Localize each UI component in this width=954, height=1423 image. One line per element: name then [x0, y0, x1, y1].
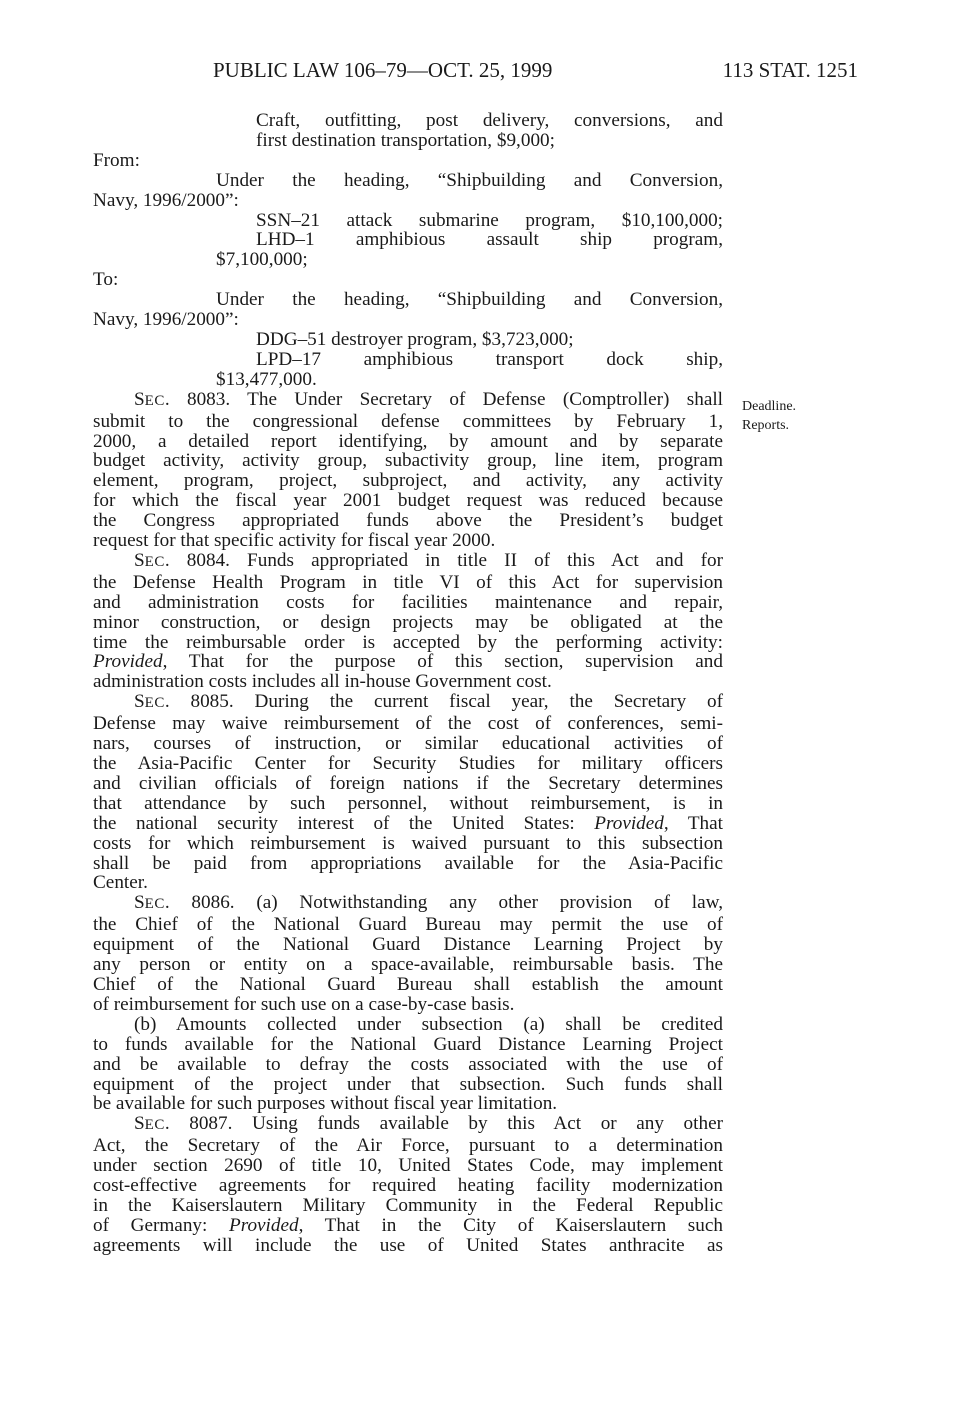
- line-text: any person or entity on a space-available, reimbursable basis. The: [93, 954, 723, 976]
- line-text: submit to the congressional defense committees by February 1,: [93, 410, 723, 432]
- line-text: LHD–1 amphibious assault ship program,: [256, 229, 723, 251]
- line-text: Act, the Secretary of the Air Force, pursuant to a determination: [93, 1135, 723, 1157]
- text-line: [93, 593, 723, 613]
- line-text: request for that specific activity for fiscal year 2000.: [93, 530, 496, 552]
- margin-notes: [742, 397, 796, 435]
- text-line: [93, 330, 723, 350]
- line-text: . 8083. The Under Secretary of Defense (Comptroller) shall: [164, 388, 723, 410]
- line-text: 2000, a detailed report identifying, by amount and by separate: [93, 430, 723, 452]
- line-text-cont: , That in the City of Kaiserslautern such: [298, 1214, 723, 1236]
- text-line: [93, 1094, 723, 1114]
- line-text: and be available to defray the costs associated with the use of: [93, 1053, 723, 1075]
- line-text: equipment of the National Guard Distance Learning Project by: [93, 934, 723, 956]
- text-line: [93, 491, 723, 511]
- text-line: [93, 893, 723, 915]
- line-text: in the Kaiserslautern Military Community in the Federal Republic: [93, 1194, 723, 1216]
- text-line: [93, 734, 723, 754]
- text-line: [93, 250, 723, 270]
- header-stat-page: 113 STAT. 1251: [722, 58, 858, 82]
- text-line: [93, 310, 723, 330]
- section-mark: S: [134, 1113, 145, 1135]
- text-line: [93, 873, 723, 893]
- line-text: agreements will include the use of United States anthracite as: [93, 1234, 723, 1256]
- line-text: , That for the purpose of this section, supervision and: [162, 651, 723, 673]
- section-mark: S: [134, 892, 145, 914]
- line-text: the Asia-Pacific Center for Security Studies for military officers: [93, 753, 723, 774]
- text-line: [93, 370, 723, 390]
- text-line: [93, 754, 723, 774]
- text-line: [93, 955, 723, 975]
- line-text: cost-effective agreements for required heating facility modernization: [93, 1175, 723, 1197]
- section-mark-smallcaps: EC: [144, 896, 165, 913]
- text-line: [93, 1176, 723, 1196]
- line-text: costs for which reimbursement is waived pursuant to this subsection: [93, 832, 723, 854]
- line-text: that attendance by such personnel, without reimbursement, is in: [93, 792, 723, 814]
- text-line: [93, 633, 723, 653]
- line-text: the Chief of the National Guard Bureau may permit the use of: [93, 914, 723, 936]
- text-line: [93, 1236, 723, 1256]
- text-line: [93, 613, 723, 633]
- line-text: $7,100,000;: [216, 249, 308, 271]
- proviso-italic: Provided: [594, 812, 664, 834]
- line-text: From:: [93, 149, 140, 171]
- line-text: the national security interest of the United States:: [93, 812, 595, 834]
- text-line: [93, 451, 723, 471]
- body-text: [93, 111, 723, 1256]
- line-text: . 8086. (a) Notwithstanding any other provision of law,: [164, 892, 723, 914]
- line-text: time the reimbursable order is accepted by the performing activity:: [93, 631, 723, 653]
- line-text: Under the heading, “Shipbuilding and Conversion,: [216, 289, 723, 311]
- text-line: [93, 290, 723, 310]
- text-line: [93, 714, 723, 734]
- text-line: [93, 171, 723, 191]
- section-mark-smallcaps: EC: [144, 1117, 165, 1134]
- line-text: and civilian officials of foreign nations if the Secretary determines: [93, 772, 723, 794]
- line-text: of reimbursement for such use on a case-by-case basis.: [93, 993, 515, 1015]
- line-text: . 8085. During the current fiscal year, the Secretary of: [164, 691, 723, 713]
- text-line: [93, 1114, 723, 1136]
- line-text: under section 2690 of title 10, United States Code, may implement: [93, 1155, 723, 1177]
- line-text: . 8084. Funds appropriated in title II of this Act and for: [164, 549, 723, 571]
- text-line: [93, 774, 723, 794]
- line-text: LPD–17 amphibious transport dock ship,: [256, 348, 723, 370]
- line-text: (b) Amounts collected under subsection (a) shall be credited: [134, 1013, 723, 1035]
- line-text: Navy, 1996/2000”:: [93, 189, 239, 211]
- line-text: be available for such purposes without fiscal year limitation.: [93, 1093, 558, 1115]
- text-line: [93, 111, 723, 131]
- line-text: Chief of the National Guard Bureau shall establish the amount: [93, 973, 723, 995]
- line-text: shall be paid from appropriations available for the Asia-Pacific: [93, 852, 723, 874]
- line-text: SSN–21 attack submarine program, $10,100,000;: [256, 209, 723, 231]
- section-mark: S: [134, 549, 145, 571]
- section-mark-smallcaps: EC: [144, 392, 165, 409]
- text-line: [93, 1156, 723, 1176]
- line-text: nars, courses of instruction, or similar educational activities of: [93, 733, 723, 755]
- text-line: [93, 1015, 723, 1035]
- margin-note-reports: Reports.: [742, 418, 790, 433]
- text-line: [93, 471, 723, 491]
- text-line: [93, 1035, 723, 1055]
- text-line: [93, 270, 723, 290]
- line-text: equipment of the project under that subsection. Such funds shall: [93, 1073, 723, 1095]
- proviso-italic: Provided: [228, 1214, 299, 1236]
- text-line: [93, 573, 723, 593]
- text-line: [93, 834, 723, 854]
- line-text: To:: [93, 269, 119, 291]
- line-text: $13,477,000.: [216, 368, 317, 390]
- line-text: Center.: [93, 872, 148, 894]
- text-line: [93, 672, 723, 692]
- text-line: [93, 652, 723, 672]
- text-line: [93, 814, 723, 834]
- line-text: for which the fiscal year 2001 budget request was reduced because: [93, 490, 723, 512]
- text-line: [93, 511, 723, 531]
- line-text: Under the heading, “Shipbuilding and Conversion,: [216, 169, 723, 191]
- text-line: [93, 412, 723, 432]
- text-line: [93, 230, 723, 250]
- line-text: first destination transportation, $9,000;: [256, 129, 555, 151]
- text-line: [93, 854, 723, 874]
- text-line: [93, 995, 723, 1015]
- line-text-cont: , That: [663, 812, 723, 834]
- line-text: Navy, 1996/2000”:: [93, 309, 239, 331]
- margin-note-deadline: Deadline.: [742, 399, 797, 414]
- line-text: . 8087. Using funds available by this Act or any other: [164, 1113, 723, 1135]
- text-line: [93, 1075, 723, 1095]
- text-line: [93, 551, 723, 573]
- text-line: [93, 211, 723, 231]
- line-text: Craft, outfitting, post delivery, conversions, and: [256, 110, 723, 131]
- line-text: Defense may waive reimbursement of the cost of conferences, semi-: [93, 713, 723, 735]
- text-line: [93, 131, 723, 151]
- text-line: [93, 350, 723, 370]
- text-line: [93, 1216, 723, 1236]
- text-line: [93, 432, 723, 452]
- line-text: administration costs includes all in-house Government cost.: [93, 671, 552, 693]
- line-text: to funds available for the National Guard Distance Learning Project: [93, 1033, 723, 1055]
- text-line: [93, 975, 723, 995]
- line-text: DDG–51 destroyer program, $3,723,000;: [256, 328, 574, 350]
- line-text: the Congress appropriated funds above the President’s budget: [93, 510, 723, 532]
- line-text: the Defense Health Program in title VI of this Act for supervision: [93, 571, 723, 593]
- line-text: and administration costs for facilities maintenance and repair,: [93, 591, 723, 613]
- text-line: [93, 191, 723, 211]
- section-mark: S: [134, 691, 145, 713]
- text-line: [93, 692, 723, 714]
- line-text: minor construction, or design projects may be obligated at the: [93, 611, 723, 633]
- line-text: of Germany:: [93, 1214, 229, 1236]
- section-mark-smallcaps: EC: [144, 695, 165, 712]
- text-line: [93, 915, 723, 935]
- text-line: [93, 1136, 723, 1156]
- text-line: [93, 935, 723, 955]
- header-citation: PUBLIC LAW 106–79—OCT. 25, 1999: [213, 58, 553, 82]
- line-text: budget activity, activity group, subactivity group, line item, program: [93, 450, 723, 472]
- text-line: [93, 531, 723, 551]
- text-line: [93, 1196, 723, 1216]
- text-line: [93, 151, 723, 171]
- text-line: [93, 390, 723, 412]
- line-text: element, program, project, subproject, and activity, any activity: [93, 470, 723, 492]
- text-line: [93, 794, 723, 814]
- proviso-italic: Provided: [93, 651, 163, 673]
- section-mark: S: [134, 388, 145, 410]
- section-mark-smallcaps: EC: [144, 553, 165, 570]
- text-line: [93, 1055, 723, 1075]
